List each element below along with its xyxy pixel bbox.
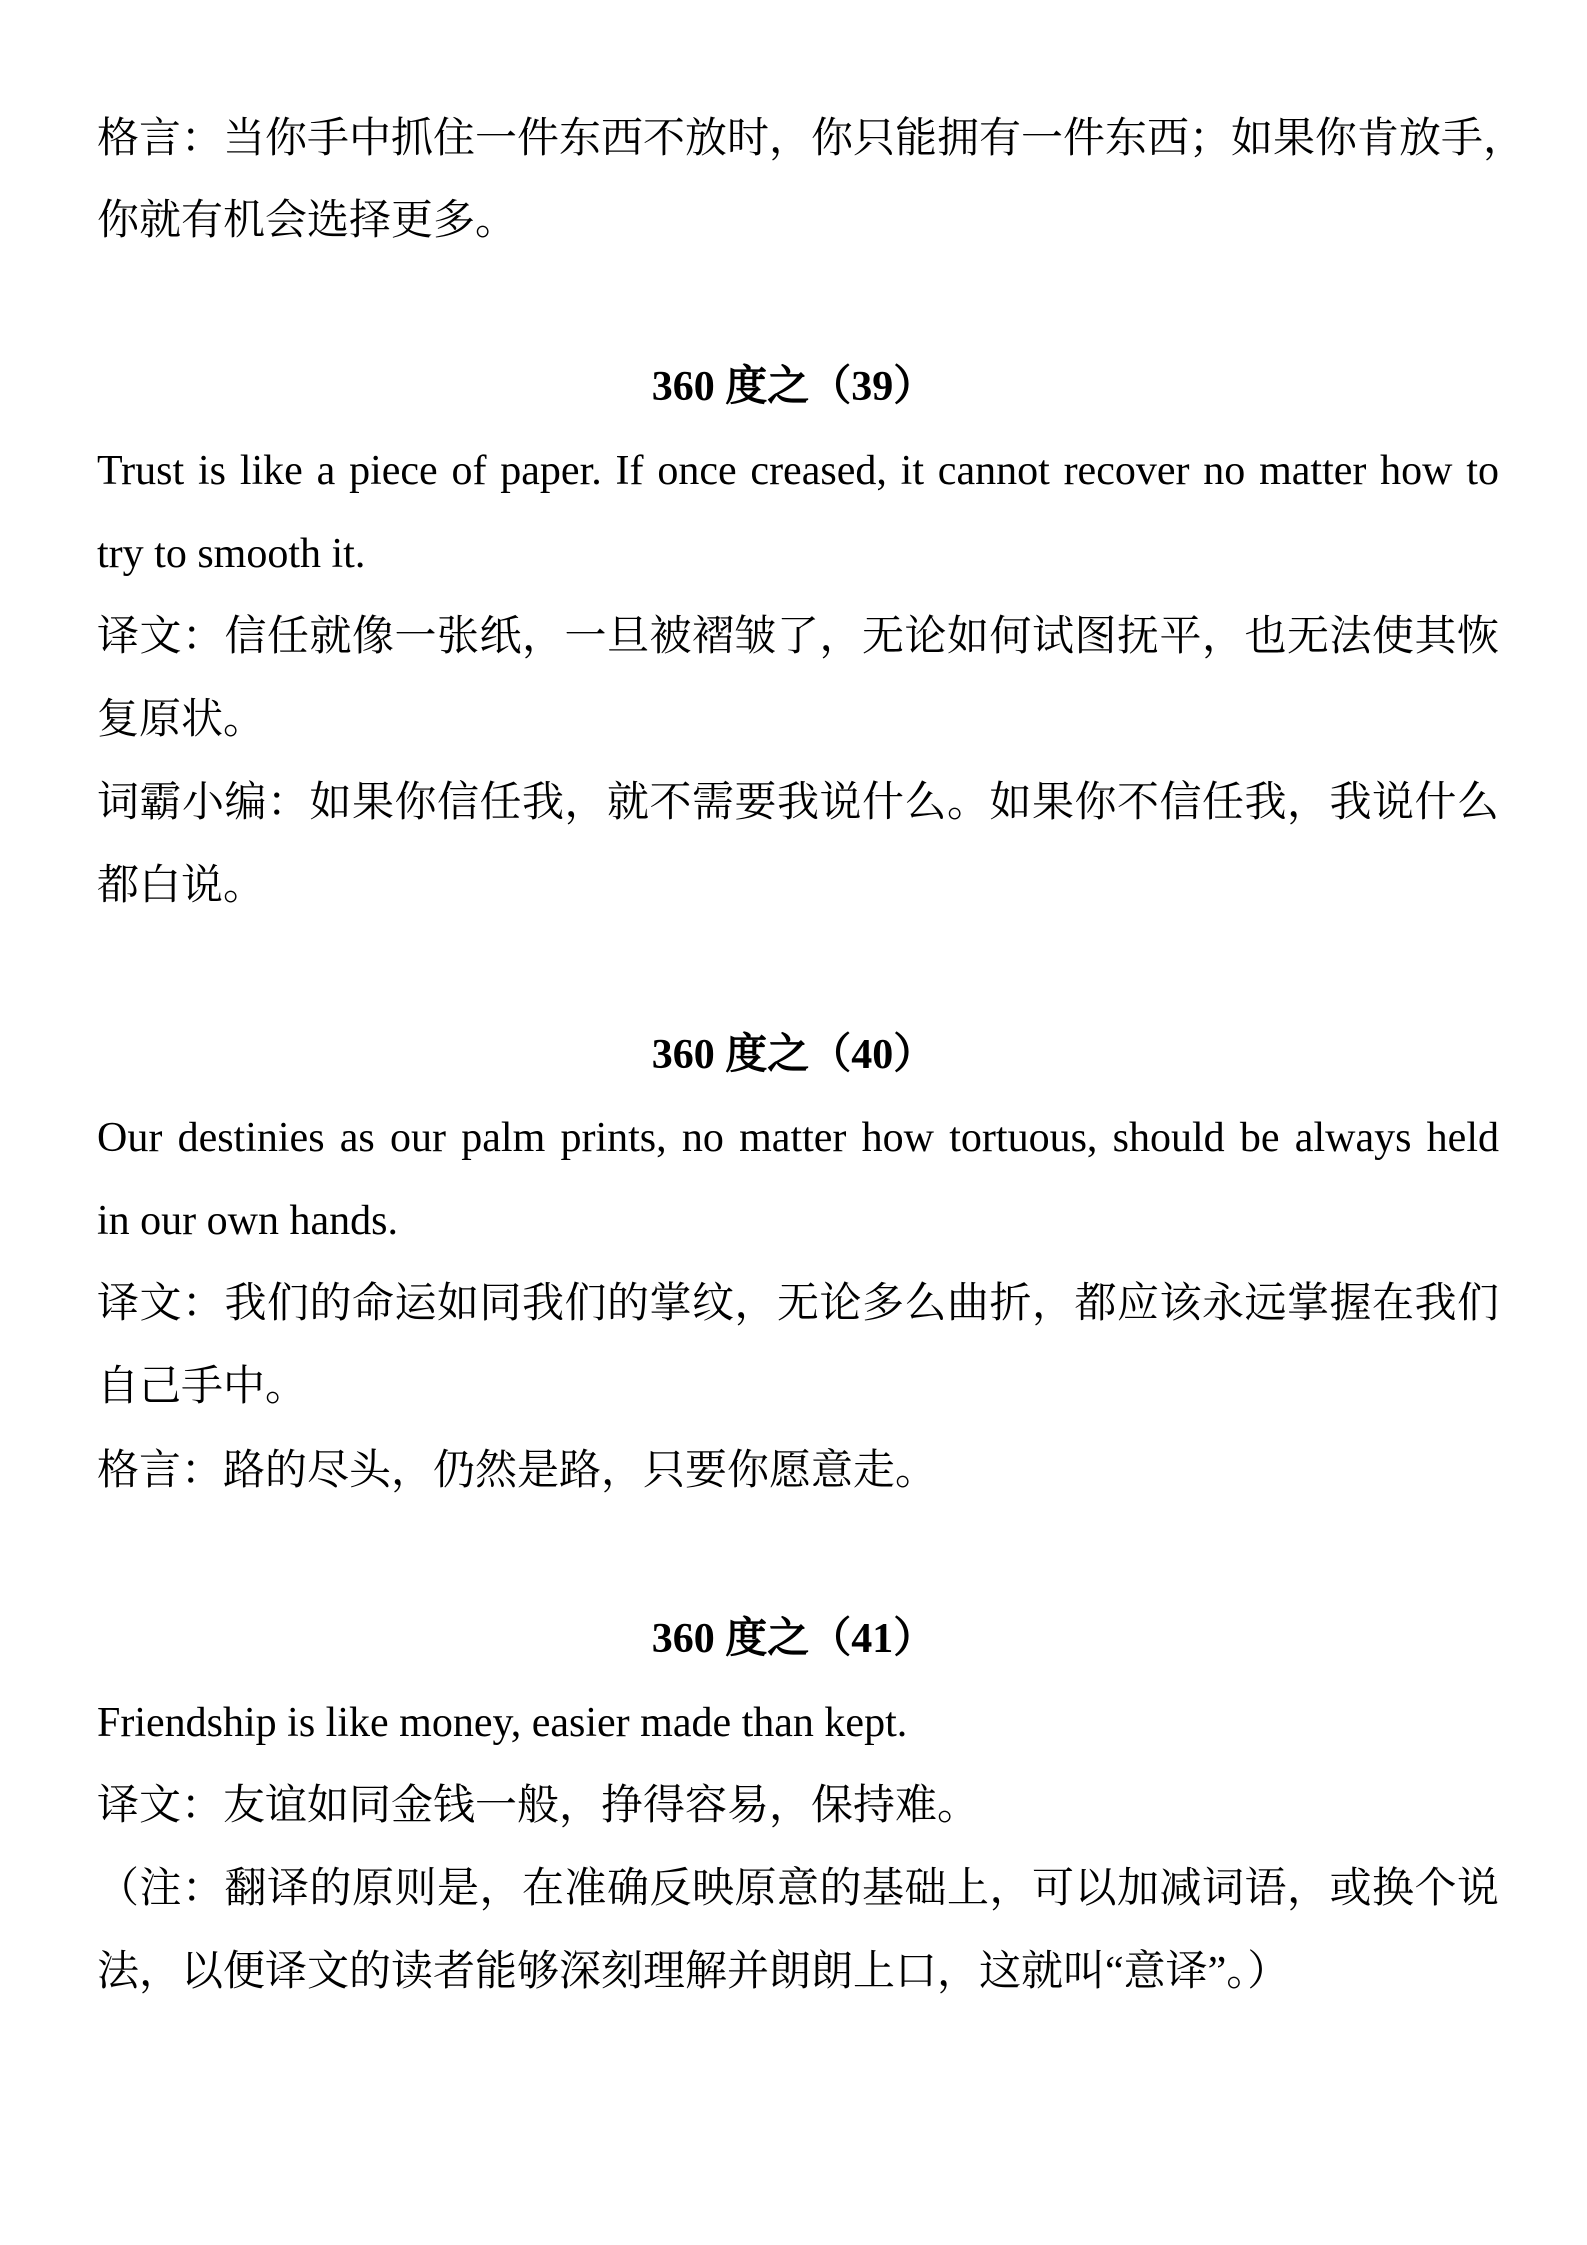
intro-line-1: 格言：当你手中抓住一件东西不放时，你只能拥有一件东西；如果你肯放手， (97, 116, 1526, 162)
note-39-line-2: 都白说。 (97, 863, 266, 909)
note-39-line-1: 词霸小编：如果你信任我，就不需要我说什么。如果你不信任我，我说什么 (97, 780, 1499, 826)
translation-40-line-1: 译文：我们的命运如同我们的掌纹，无论多么曲折，都应该永远掌握在我们 (97, 1281, 1499, 1327)
english-41-line-1: Friendship is like money, easier made than kept. (97, 1700, 908, 1746)
english-39-line-1: Trust is like a piece of paper. If once creased, it cannot recover no matter how to (97, 448, 1499, 494)
intro-line-2: 你就有机会选择更多。 (97, 198, 518, 244)
translation-41-line-1: 译文：友谊如同金钱一般，挣得容易，保持难。 (97, 1783, 980, 1829)
english-40-line-2: in our own hands. (97, 1198, 398, 1244)
note-41-line-1: （注：翻译的原则是，在准确反映原意的基础上，可以加减词语，或换个说 (97, 1866, 1499, 1912)
translation-39-line-2: 复原状。 (97, 697, 266, 743)
english-40-line-1: Our destinies as our palm prints, no matter how tortuous, should be always held (97, 1115, 1499, 1161)
translation-39-line-1: 译文：信任就像一张纸，一旦被褶皱了，无论如何试图抚平，也无法使其恢 (97, 614, 1499, 660)
note-40-line-1: 格言：路的尽头，仍然是路，只要你愿意走。 (97, 1448, 938, 1494)
note-41-line-2: 法，以便译文的读者能够深刻理解并朗朗上口，这就叫“意译”。） (97, 1949, 1290, 1995)
section-heading-41: 360 度之（41） (651, 1616, 936, 1662)
english-39-line-2: try to smooth it. (97, 531, 366, 577)
translation-40-line-2: 自己手中。 (97, 1364, 308, 1410)
section-heading-40: 360 度之（40） (651, 1032, 936, 1078)
section-heading-39: 360 度之（39） (651, 364, 936, 410)
